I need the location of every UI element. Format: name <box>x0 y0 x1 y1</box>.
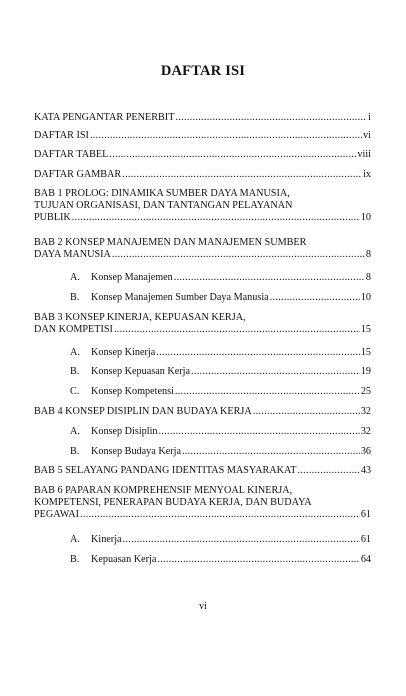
dot-leader <box>191 366 360 378</box>
toc-entry <box>34 149 371 161</box>
toc-entry-title: PEGAWAI <box>34 509 80 520</box>
toc-page-number: i <box>368 112 371 123</box>
toc-leader-row <box>34 324 371 336</box>
toc-subentry-title <box>70 366 190 378</box>
toc-leader-row <box>70 292 371 304</box>
toc-entry-title: DAFTAR ISI <box>34 130 89 141</box>
toc-leader-row <box>34 169 371 181</box>
toc-subentry-text: Konsep Kinerja <box>91 347 156 358</box>
dot-leader <box>182 446 360 458</box>
toc-entry-title: DAYA MANUSIA <box>34 249 111 260</box>
toc-subentry <box>70 534 371 546</box>
toc-leader-row <box>70 534 371 546</box>
toc-page-number: 32 <box>360 406 371 417</box>
toc-leader-row <box>70 426 371 438</box>
toc-leader-row <box>34 406 371 418</box>
toc-subentry-label: B. <box>70 554 80 565</box>
dot-leader <box>175 386 360 398</box>
toc-subentry-text: Kinerja <box>91 534 122 545</box>
toc-leader-row <box>34 130 371 142</box>
toc-entry-title: DAN KOMPETISI <box>34 324 113 335</box>
toc-leader-row <box>34 112 371 124</box>
toc-entry-title: KATA PENGANTAR PENERBIT <box>34 112 175 123</box>
toc-entry <box>34 112 371 124</box>
toc-subentry-label: A. <box>70 534 80 545</box>
toc-subentry-label: A. <box>70 426 80 437</box>
dot-leader <box>122 169 362 181</box>
toc-subentry <box>70 386 371 398</box>
toc-page-number: 8 <box>365 272 371 283</box>
toc-leader-row <box>70 272 371 284</box>
toc-subentry-label: A. <box>70 347 80 358</box>
toc-leader-row <box>34 465 371 477</box>
toc-entry <box>34 237 371 261</box>
dot-leader <box>157 554 359 566</box>
toc-entry <box>34 406 371 418</box>
toc-page-number: 64 <box>360 554 371 565</box>
toc-entry <box>34 465 371 477</box>
dot-leader <box>297 465 359 477</box>
toc-entry <box>34 312 371 336</box>
toc-entry <box>34 130 371 142</box>
toc-subentry-title <box>70 272 173 284</box>
dot-leader <box>123 534 360 546</box>
toc-subentry <box>70 347 371 359</box>
dot-leader <box>109 149 356 161</box>
toc-subentry-title <box>70 347 155 359</box>
toc-page-number: 32 <box>360 426 371 437</box>
toc-entry-line: BAB 3 KONSEP KINERJA, KEPUASAN KERJA, <box>34 312 246 323</box>
toc-subentry <box>70 446 371 458</box>
toc-subentry <box>70 366 371 378</box>
dot-leader <box>112 249 365 261</box>
toc-leader-row <box>70 554 371 566</box>
toc-entry-title: PUBLIK <box>34 212 71 223</box>
toc-page-number: vi <box>363 130 371 141</box>
toc-subentry <box>70 426 371 438</box>
toc-entry <box>34 485 371 521</box>
dot-leader <box>72 212 360 224</box>
toc-subentry-title <box>70 292 269 304</box>
toc-entry-line: BAB 1 PROLOG: DINAMIKA SUMBER DAYA MANUSIA, <box>34 188 290 199</box>
toc-subentry <box>70 292 371 304</box>
toc-page-number: 15 <box>360 347 371 358</box>
toc-page-number: 43 <box>360 465 371 476</box>
toc-subentry-text: Konsep Kepuasan Kerja <box>91 366 191 377</box>
toc-subentry-title <box>70 534 122 546</box>
toc-subentry-label: B. <box>70 366 80 377</box>
toc-entry <box>34 188 371 224</box>
toc-subentry-text: Konsep Kompetensi <box>91 386 174 397</box>
toc-page-number: 25 <box>360 386 371 397</box>
toc-page-number: 19 <box>360 366 371 377</box>
toc-subentry-label: C. <box>70 386 80 397</box>
toc-entry-line: KOMPETENSI, PENERAPAN BUDAYA KERJA, DAN BUDAYA <box>34 497 312 508</box>
toc-subentry-title <box>70 386 174 398</box>
toc-entry-title: DAFTAR GAMBAR <box>34 169 122 180</box>
toc-entry-line: BAB 2 KONSEP MANAJEMEN DAN MANAJEMEN SUMBER <box>34 237 307 248</box>
toc-subentry-text: Konsep Manajemen Sumber Daya Manusia <box>91 292 269 303</box>
toc-page-number: viii <box>357 149 371 160</box>
dot-leader <box>156 347 360 359</box>
dot-leader <box>174 272 365 284</box>
toc-entry-title: BAB 4 KONSEP DISIPLIN DAN BUDAYA KERJA <box>34 406 252 417</box>
toc-subentry-title <box>70 426 158 438</box>
toc-subentry-text: Kepuasan Kerja <box>91 554 157 565</box>
toc-subentry-title <box>70 446 181 458</box>
toc-entry-line: TUJUAN ORGANISASI, DAN TANTANGAN PELAYANAN <box>34 200 293 211</box>
dot-leader <box>270 292 360 304</box>
page-number: vi <box>199 601 207 612</box>
toc-subentry-label: A. <box>70 272 80 283</box>
toc-entry-title: BAB 5 SELAYANG PANDANG IDENTITAS MASYARAKAT <box>34 465 297 476</box>
toc-leader-row <box>34 212 371 224</box>
toc-entry-title: DAFTAR TABEL <box>34 149 109 160</box>
toc-page-number: 8 <box>365 249 371 260</box>
toc-leader-row <box>34 249 371 261</box>
dot-leader <box>80 509 360 521</box>
toc-leader-row <box>70 446 371 458</box>
dot-leader <box>159 426 360 438</box>
toc-subentry <box>70 272 371 284</box>
toc-subentry-text: Konsep Budaya Kerja <box>91 446 181 457</box>
toc-page-number: 10 <box>360 212 371 223</box>
toc-page-number: 10 <box>360 292 371 303</box>
toc-subentry-text: Konsep Disiplin <box>91 426 158 437</box>
toc-leader-row <box>70 347 371 359</box>
toc-page-number: 36 <box>360 446 371 457</box>
toc-subentry-text: Konsep Manajemen <box>91 272 173 283</box>
toc-subentry-title <box>70 554 156 566</box>
toc-subentry-label: B. <box>70 292 80 303</box>
toc-leader-row <box>34 149 371 161</box>
toc-page-number: 15 <box>360 324 371 335</box>
page-title: DAFTAR ISI <box>160 63 246 79</box>
toc-entry-line: BAB 6 PAPARAN KOMPREHENSIF MENYOAL KINERJA, <box>34 485 293 496</box>
toc-leader-row <box>70 366 371 378</box>
toc-entry <box>34 169 371 181</box>
dot-leader <box>253 406 360 418</box>
dot-leader <box>90 130 362 142</box>
toc-leader-row <box>34 509 371 521</box>
dot-leader <box>175 112 367 124</box>
toc-subentry-label: B. <box>70 446 80 457</box>
toc-page-number: ix <box>363 169 371 180</box>
toc-leader-row <box>70 386 371 398</box>
toc-page-number: 61 <box>360 509 371 520</box>
toc-page-number: 61 <box>360 534 371 545</box>
toc-subentry <box>70 554 371 566</box>
dot-leader <box>114 324 360 336</box>
